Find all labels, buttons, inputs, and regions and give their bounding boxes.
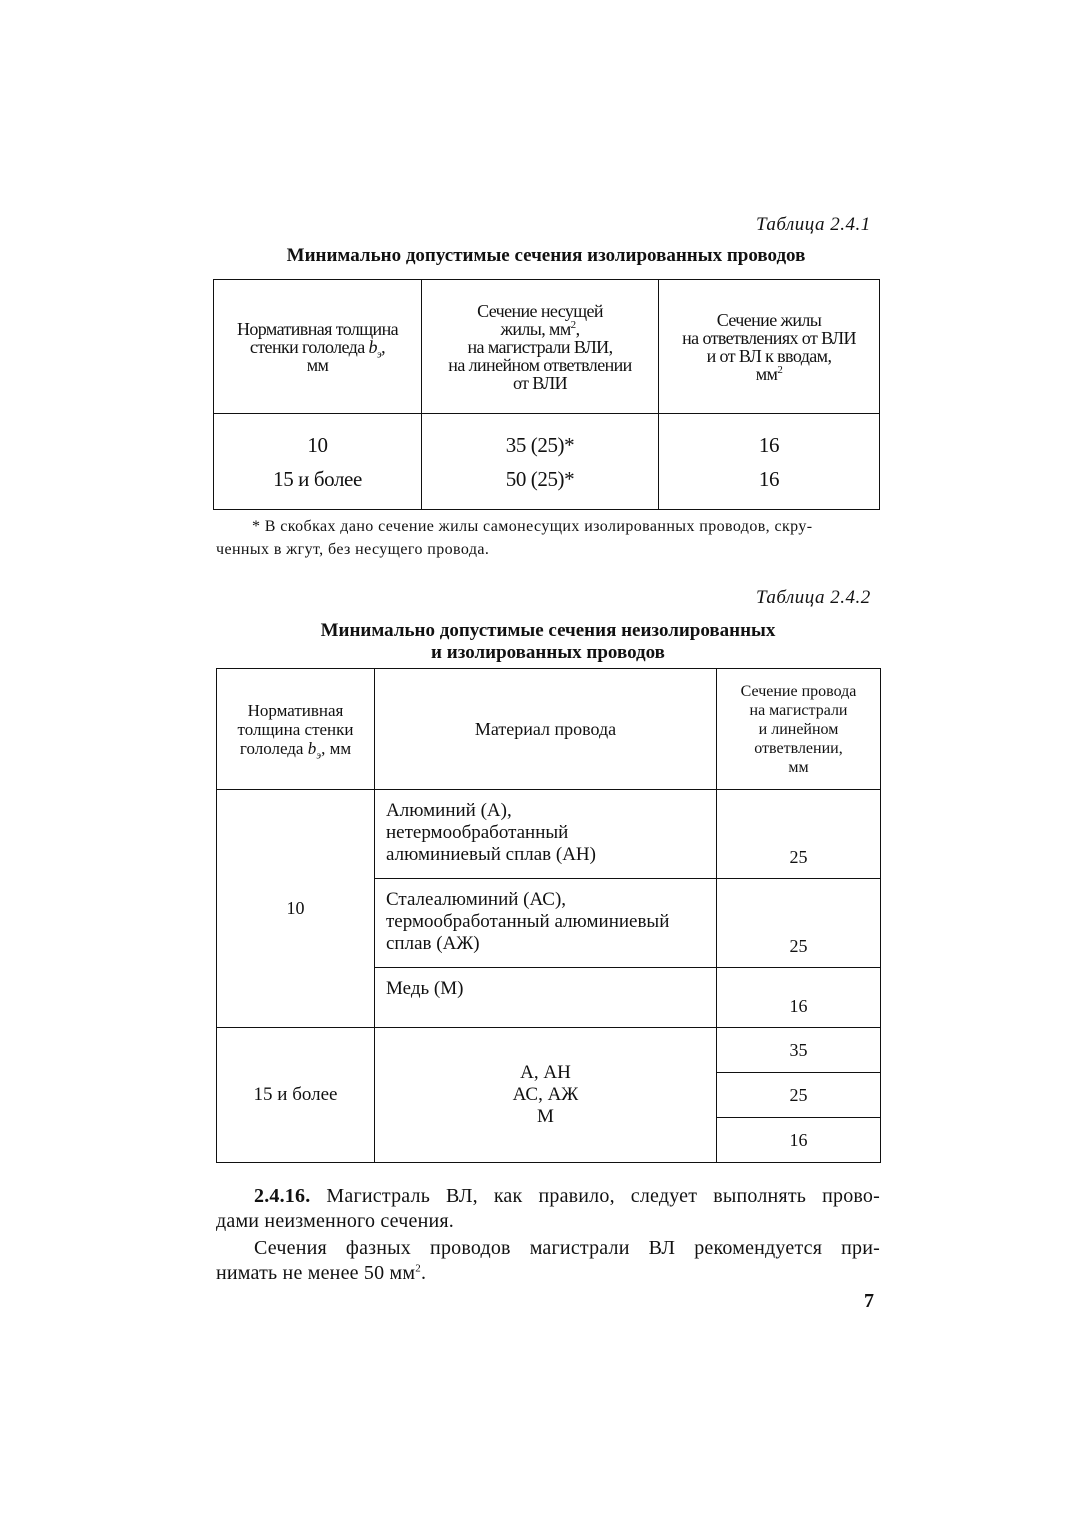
table2-cell-value-aluminium: 25	[717, 790, 881, 879]
table2-cell-material-aluminium: Алюминий (А), нетермообработанный алюминиевый сплав (АН)	[375, 790, 717, 879]
table1-title: Минимально допустимые сечения изолированных проводов	[286, 245, 806, 266]
paragraph-2-4-16: 2.4.16. Магистраль ВЛ, как правило, следует выполнять прово- дами неизменного сечения.	[216, 1185, 880, 1232]
table1	[213, 279, 880, 510]
table1-header-branch: Сечение жилы на ответвлениях от ВЛИ и от ВЛ к вводам, $мм^2$	[659, 280, 880, 414]
table2-cell-value-steel-aluminium: 25	[717, 879, 881, 968]
table1-header-carrier: Сечение несущей жилы, $мм^2$, на магистрали ВЛИ, на линейном ответвлении от ВЛИ	[422, 280, 659, 414]
table2-caption: Таблица 2.4.2	[756, 587, 871, 608]
table1-cell-thickness: 10 15 и более	[214, 414, 422, 510]
table2-header-row	[217, 669, 881, 790]
table2-cell-material-copper: Медь (М)	[375, 968, 717, 1028]
table2-cell-value-15-3: 16	[717, 1118, 881, 1163]
table2-cell-value-15-2: 25	[717, 1073, 881, 1118]
table2-cell-value-copper: 16	[717, 968, 881, 1028]
table2-row-15-first	[217, 1028, 881, 1073]
page-number: 7	[864, 1290, 874, 1312]
table2-row-aluminium	[217, 790, 881, 879]
table2-cell-thickness-10: 10	[217, 790, 375, 1028]
table1-footnote: * В скобках дано сечение жилы самонесущих изолированных проводов, скру- ченных в жгут, без несущего провода.	[216, 518, 813, 558]
table1-cell-branch: 16 16	[659, 414, 880, 510]
table1-header-thickness: Нормативная толщина стенки гололеда $b_э$, мм	[214, 280, 422, 414]
table2-cell-material-steel-aluminium: Сталеалюминий (АС), термообработанный алюминиевый сплав (АЖ)	[375, 879, 717, 968]
table1-header-row	[214, 280, 880, 414]
table2-cell-value-15-1: 35	[717, 1028, 881, 1073]
table1-caption: Таблица 2.4.1	[756, 214, 871, 235]
table1-cell-carrier: 35 (25)* 50 (25)*	[422, 414, 659, 510]
section-number: 2.4.16.	[254, 1185, 311, 1207]
table2-cell-material-group2: А, АН АС, АЖ М	[375, 1028, 717, 1163]
table2-cell-thickness-15: 15 и более	[217, 1028, 375, 1163]
table1-body-row	[214, 414, 880, 510]
table2	[216, 668, 881, 1163]
table2-header-thickness: Нормативная толщина стенки гололеда $b_э$, мм	[217, 669, 375, 790]
paragraph-phase-wires: Сечения фазных проводов магистрали ВЛ рекомендуется при- нимать не менее 50 $мм^2$.	[216, 1237, 880, 1284]
table2-header-section: Сечение провода на магистрали и линейном ответвлении, мм	[717, 669, 881, 790]
table2-title: Минимально допустимые сечения неизолированных и изолированных проводов	[320, 620, 776, 663]
table2-header-material: Материал провода	[375, 669, 717, 790]
